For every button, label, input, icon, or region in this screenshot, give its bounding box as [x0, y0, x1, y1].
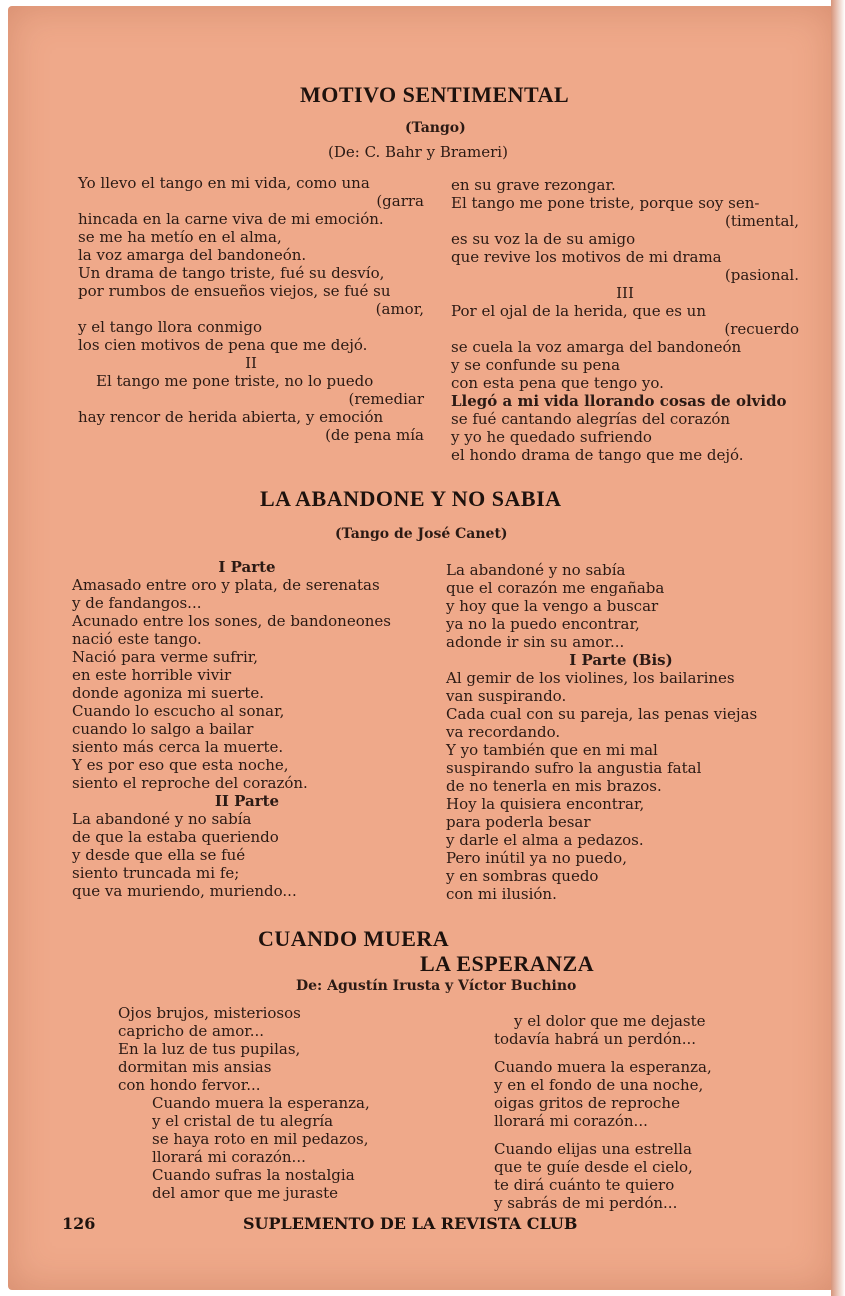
lyric-line: del amor que me juraste [152, 1184, 338, 1202]
lyric-line: la voz amarga del bandoneón. [78, 246, 307, 264]
lyric-line: Ojos brujos, misteriosos [118, 1004, 301, 1022]
lyric-line: ya no la puedo encontrar, [446, 615, 640, 633]
lyric-line: suspirando sufro la angustia fatal [446, 759, 702, 777]
lyric-line: Yo llevo el tango en mi vida, como una [78, 174, 370, 192]
lyric-line: van suspirando. [446, 687, 567, 705]
lyric-line: y darle el alma a pedazos. [446, 831, 644, 849]
lyric-line: Un drama de tango triste, fué su desvío, [78, 264, 385, 282]
lyric-line: Cuando muera la esperanza, [152, 1094, 370, 1112]
lyric-line: para poderla besar [446, 813, 591, 831]
lyrics-column-left [78, 174, 424, 444]
song-title: LA ABANDONE Y NO SABIA [260, 486, 562, 511]
page-edge [831, 0, 845, 1296]
lyric-line: siento truncada mi fe; [72, 864, 240, 882]
lyric-line: que te guíe desde el cielo, [494, 1158, 693, 1176]
lyric-line: Acunado entre los sones, de bandoneones [72, 612, 391, 630]
lyric-line: adonde ir sin su amor... [446, 633, 625, 651]
lyric-line: que va muriendo, muriendo... [72, 882, 297, 900]
lyric-line: oigas gritos de reproche [494, 1094, 680, 1112]
lyric-line: y en el fondo de una noche, [494, 1076, 704, 1094]
lyric-line: Al gemir de los violines, los bailarines [446, 669, 735, 687]
lyric-line: Cuando elijas una estrella [494, 1140, 692, 1158]
lyric-line: va recordando. [446, 723, 561, 741]
part-heading: II Parte [214, 792, 280, 810]
lyrics-column-right [451, 176, 799, 464]
song-title-line-2: LA ESPERANZA [420, 951, 595, 976]
lyric-line: es su voz la de su amigo [451, 230, 636, 248]
credit-authors: Agustín Irusta y Víctor Buchino [327, 978, 577, 994]
lyric-line: llorará mi corazón... [152, 1148, 306, 1166]
lyric-line: Y es por eso que esta noche, [72, 756, 289, 774]
lyrics-column-left [72, 558, 422, 900]
publication-name: SUPLEMENTO DE LA REVISTA CLUB [243, 1214, 578, 1233]
lyric-line: Hoy la quisiera encontrar, [446, 795, 645, 813]
lyric-line: (amor, [375, 300, 424, 318]
lyric-line: La abandoné y no sabía [72, 810, 252, 828]
part-heading: I Parte (Bis) [569, 651, 673, 669]
lyrics-column-left [118, 1004, 418, 1202]
lyric-line: Cuando lo escucho al sonar, [72, 702, 285, 720]
lyrics-column-right [494, 1012, 794, 1212]
credit-prefix: De: [296, 978, 323, 994]
lyric-line: donde agoniza mi suerte. [72, 684, 265, 702]
lyric-line: que revive los motivos de mi drama [451, 248, 722, 266]
lyric-line: cuando lo salgo a bailar [72, 720, 254, 738]
lyric-line: (recuerdo [724, 320, 799, 338]
lyric-line: por rumbos de ensueños viejos, se fué su [78, 282, 391, 300]
lyric-line: Y yo también que en mi mal [446, 741, 658, 759]
stanza-gap [494, 1048, 794, 1058]
lyric-line: y el cristal de tu alegría [152, 1112, 334, 1130]
lyric-line: y de fandangos... [72, 594, 202, 612]
lyric-line: se cuela la voz amarga del bandoneón [451, 338, 742, 356]
song-title-line-1: CUANDO MUERA [258, 926, 450, 951]
song-genre: (Tango) [405, 120, 466, 136]
lyric-line: La abandoné y no sabía [446, 561, 626, 579]
lyric-line: y el dolor que me dejaste [514, 1012, 706, 1030]
lyric-line: en este horrible vivir [72, 666, 232, 684]
lyric-line: (pasional. [724, 266, 799, 284]
lyric-line: el hondo drama de tango que me dejó. [451, 446, 744, 464]
lyric-line: (de pena mía [325, 426, 424, 444]
lyric-line: El tango me pone triste, porque soy sen- [451, 194, 760, 212]
lyric-line: (garra [376, 192, 424, 210]
lyric-line: Pero inútil ya no puedo, [446, 849, 627, 867]
lyric-line: y sabrás de mi perdón... [494, 1194, 678, 1212]
lyric-line: Amasado entre oro y plata, de serenatas [72, 576, 380, 594]
lyric-line: hay rencor de herida abierta, y emoción [78, 408, 384, 426]
lyric-line: El tango me pone triste, no lo puedo [96, 372, 374, 390]
lyric-line: todavía habrá un perdón... [494, 1030, 697, 1048]
lyric-line: con hondo fervor... [118, 1076, 261, 1094]
lyric-line: hincada en la carne viva de mi emoción. [78, 210, 384, 228]
lyric-line: en su grave rezongar. [451, 176, 616, 194]
lyric-line: siento el reproche del corazón. [72, 774, 308, 792]
part-heading: I Parte [218, 558, 276, 576]
lyric-line: siento más cerca la muerte. [72, 738, 284, 756]
lyric-line: y se confunde su pena [451, 356, 621, 374]
lyric-line: y el tango llora conmigo [78, 318, 262, 336]
lyric-line: Nació para verme sufrir, [72, 648, 259, 666]
lyrics-column-right [446, 561, 796, 903]
lyric-line: de no tenerla en mis brazos. [446, 777, 662, 795]
lyric-line: Cada cual con su pareja, las penas viejas [446, 705, 758, 723]
lyric-line: (timental, [725, 212, 799, 230]
verse-number: II [245, 354, 257, 372]
lyric-line: En la luz de tus pupilas, [118, 1040, 301, 1058]
verse-number: III [616, 284, 634, 302]
stanza-gap [494, 1130, 794, 1140]
lyric-line: (remediar [348, 390, 424, 408]
lyric-line: se haya roto en mil pedazos, [152, 1130, 369, 1148]
lyric-line: con mi ilusión. [446, 885, 557, 903]
lyric-line: dormitan mis ansias [118, 1058, 272, 1076]
lyric-line: Cuando sufras la nostalgia [152, 1166, 355, 1184]
lyric-line: con esta pena que tengo yo. [451, 374, 664, 392]
lyric-line: Cuando muera la esperanza, [494, 1058, 712, 1076]
lyric-line: que el corazón me engañaba [446, 579, 665, 597]
lyric-line: y desde que ella se fué [72, 846, 246, 864]
lyric-line: y en sombras quedo [446, 867, 599, 885]
lyric-line: capricho de amor... [118, 1022, 265, 1040]
lyric-line: se me ha metío en el alma, [78, 228, 282, 246]
lyric-line: de que la estaba queriendo [72, 828, 279, 846]
lyric-line: Por el ojal de la herida, que es un [451, 302, 706, 320]
lyric-line: los cien motivos de pena que me dejó. [78, 336, 368, 354]
lyric-line: y hoy que la vengo a buscar [446, 597, 659, 615]
lyric-line: se fué cantando alegrías del corazón [451, 410, 731, 428]
song-title: MOTIVO SENTIMENTAL [300, 82, 570, 107]
lyric-line: te dirá cuánto te quiero [494, 1176, 675, 1194]
song-credit: (Tango de José Canet) [335, 526, 508, 542]
lyric-line: Llegó a mi vida llorando cosas de olvido [451, 392, 787, 410]
song-credit: (De: C. Bahr y Brameri) [328, 143, 508, 161]
page-number: 126 [62, 1214, 96, 1233]
lyric-line: nació este tango. [72, 630, 202, 648]
lyric-line: llorará mi corazón... [494, 1112, 648, 1130]
lyric-line: y yo he quedado sufriendo [451, 428, 652, 446]
song-credit [296, 977, 576, 995]
